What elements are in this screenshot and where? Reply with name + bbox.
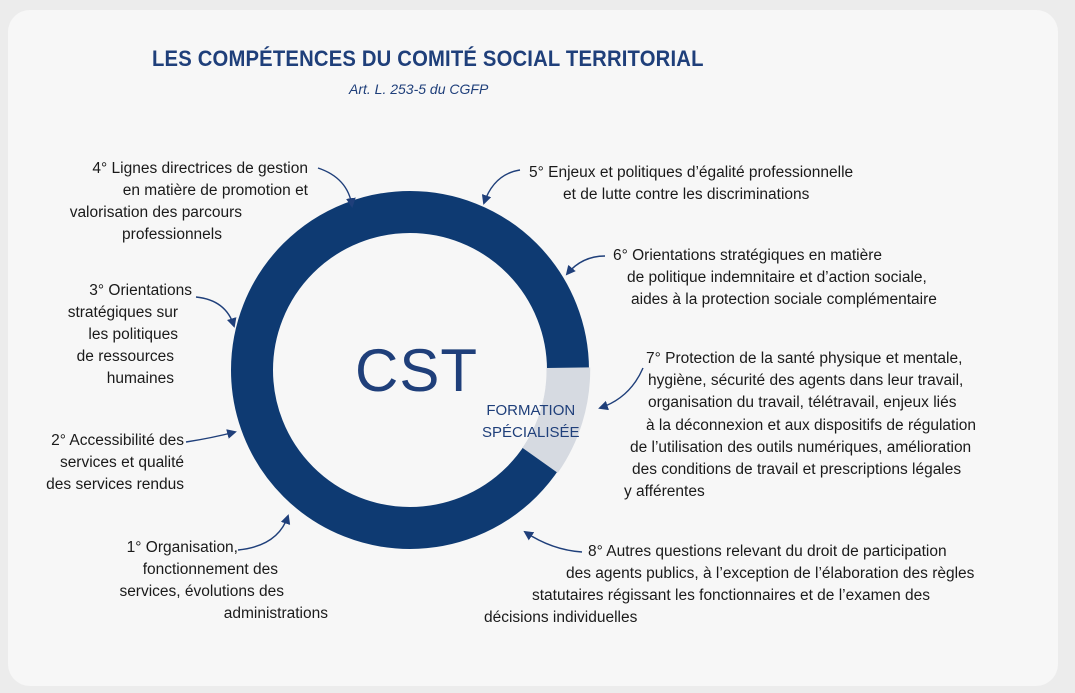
item-7-line: hygiène, sécurité des agents dans leur travail, <box>648 372 964 390</box>
arrow-item5 <box>484 170 520 203</box>
item-1-line: 1° Organisation, <box>126 539 238 556</box>
item-8-label <box>484 541 974 629</box>
item-3-line: humaines <box>106 370 174 387</box>
formation-line-2: SPÉCIALISÉE <box>482 424 580 441</box>
item-2-label <box>20 430 184 496</box>
item-3-line: 3° Orientations <box>89 282 192 299</box>
item-7-line: y afférentes <box>624 483 705 501</box>
diagram-subtitle: Art. L. 253-5 du CGFP <box>349 81 489 97</box>
item-5-line: et de lutte contre les discriminations <box>563 186 810 203</box>
item-7-line: de l’utilisation des outils numériques, amélioration <box>630 438 972 456</box>
item-5-line: 5° Enjeux et politiques d’égalité professionnelle <box>529 164 854 181</box>
item-2-line: services et qualité <box>59 454 184 471</box>
item-1-label <box>60 537 332 625</box>
cst-center-label: CST <box>355 337 478 404</box>
arrow-item3 <box>196 297 234 326</box>
item-4-line: professionnels <box>122 226 222 243</box>
item-7-line: à la déconnexion et aux dispositifs de régulation <box>646 416 977 434</box>
item-3-line: de ressources <box>76 348 174 365</box>
item-6-line: de politique indemnitaire et d’action sociale, <box>627 269 927 286</box>
formation-line-1: FORMATION <box>486 402 576 419</box>
item-6-line: 6° Orientations stratégiques en matière <box>613 247 882 264</box>
item-1-line: services, évolutions des <box>119 583 284 600</box>
item-7-line: 7° Protection de la santé physique et mentale, <box>646 350 963 367</box>
arrow-item4 <box>318 168 352 206</box>
item-4-line: 4° Lignes directrices de gestion <box>92 160 308 177</box>
item-4-line: valorisation des parcours <box>69 204 242 221</box>
item-3-line: stratégiques sur <box>67 304 178 321</box>
arrow-item2 <box>186 432 235 442</box>
item-4-line: en matière de promotion et <box>122 182 308 199</box>
item-8-line: statutaires régissant les fonctionnaires et de l’examen des <box>532 587 931 604</box>
item-7-line: des conditions de travail et prescriptions légales <box>632 461 962 479</box>
formation-specialisee-label <box>482 400 580 444</box>
item-8-line: décisions individuelles <box>484 609 638 626</box>
item-7-label <box>622 348 976 503</box>
diagram-title: LES COMPÉTENCES DU COMITÉ SOCIAL TERRITORIAL <box>152 46 704 71</box>
item-8-line: 8° Autres questions relevant du droit de participation <box>588 543 947 560</box>
item-6-label <box>613 245 937 311</box>
item-3-label <box>40 280 192 390</box>
item-8-line: des agents publics, à l’exception de l’élaboration des règles <box>566 565 975 582</box>
item-6-line: aides à la protection sociale complémentaire <box>631 291 937 308</box>
item-5-label <box>529 162 853 206</box>
item-2-line: des services rendus <box>46 476 184 493</box>
item-7-line: organisation du travail, télétravail, enjeux liés <box>648 394 957 412</box>
item-4-label <box>40 158 308 246</box>
item-1-line: fonctionnement des <box>142 561 278 578</box>
arrow-item6 <box>567 256 605 274</box>
item-3-line: les politiques <box>88 326 178 343</box>
item-1-line: administrations <box>223 605 328 622</box>
item-2-line: 2° Accessibilité des <box>51 432 184 449</box>
